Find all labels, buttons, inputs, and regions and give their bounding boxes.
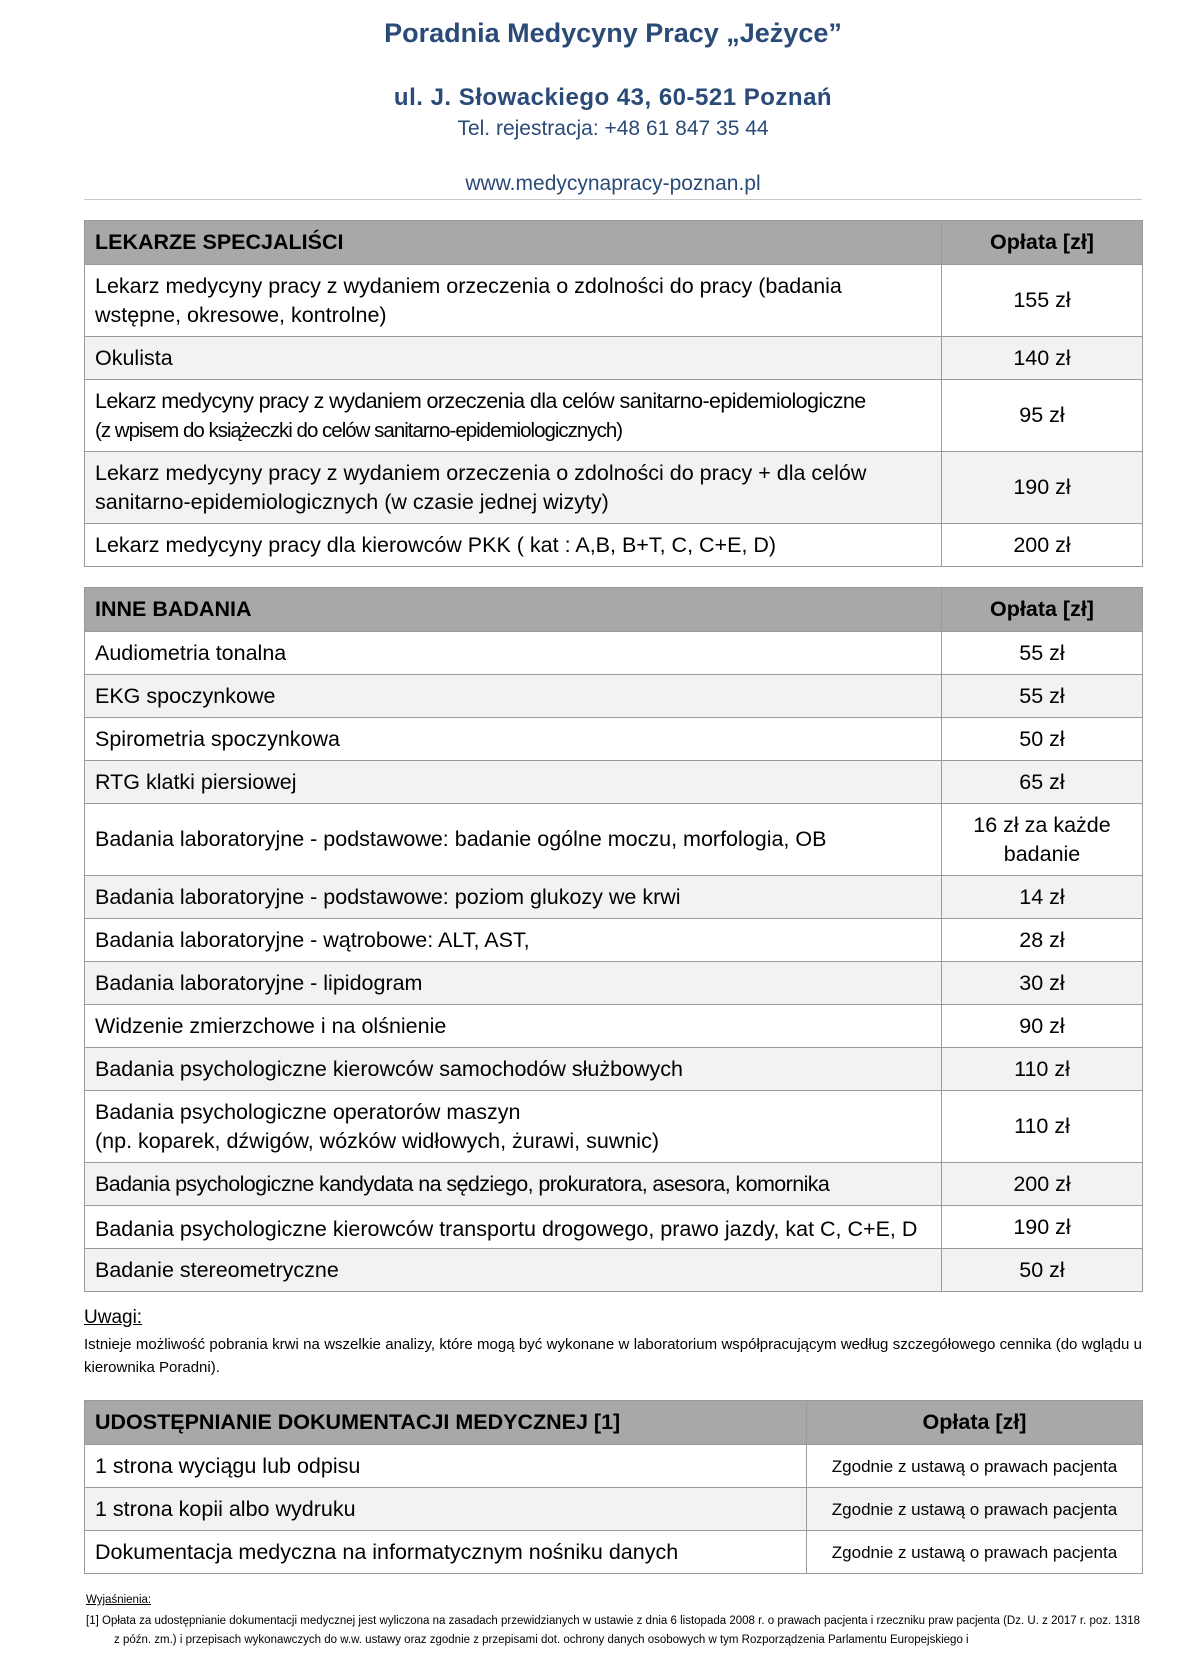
notes-title: Uwagi: — [84, 1307, 143, 1328]
table-row — [85, 876, 1143, 919]
service-name: Lekarz medycyny pracy z wydaniem orzeczenia o zdolności do pracy (badania wstępne, okresowe, kontrolne) — [85, 265, 942, 337]
service-name — [85, 1091, 942, 1163]
table-row — [85, 1488, 1143, 1531]
table-row — [85, 632, 1143, 675]
service-price: 140 zł — [942, 337, 1143, 380]
service-price: 110 zł — [942, 1091, 1143, 1163]
service-price: 50 zł — [942, 718, 1143, 761]
service-name: Lekarz medycyny pracy dla kierowców PKK ( kat : A,B, B+T, C, C+E, D) — [85, 524, 942, 567]
service-name: Badania laboratoryjne - wątrobowe: ALT, AST, — [85, 919, 942, 962]
service-name-line: Lekarz medycyny pracy z wydaniem orzeczenia dla celów sanitarno-epidemiologiczne — [95, 388, 866, 413]
table-header-row — [85, 221, 1143, 265]
service-price: 28 zł — [942, 919, 1143, 962]
service-price: Zgodnie z ustawą o prawach pacjenta — [807, 1488, 1143, 1531]
other-tests-table — [84, 587, 1143, 1292]
service-price: 90 zł — [942, 1005, 1143, 1048]
clinic-phone: Tel. rejestracja: +48 61 847 35 44 — [457, 117, 769, 140]
service-name: Dokumentacja medyczna na informatycznym nośniku danych — [85, 1531, 807, 1574]
service-price: 95 zł — [942, 380, 1143, 452]
service-name: Lekarz medycyny pracy z wydaniem orzeczenia o zdolności do pracy + dla celów sanitarno-epidemiologicznych (w czasie jednej wizyty) — [85, 452, 942, 524]
table-row — [85, 380, 1143, 452]
service-name-line: (np. koparek, dźwigów, wózków widłowych, żurawi, suwnic) — [95, 1128, 659, 1153]
service-price: Zgodnie z ustawą o prawach pacjenta — [807, 1531, 1143, 1574]
service-name — [85, 380, 942, 452]
table-row — [85, 337, 1143, 380]
table-row — [85, 962, 1143, 1005]
table-row — [85, 761, 1143, 804]
service-price: 200 zł — [942, 1163, 1143, 1206]
table-header-row — [85, 588, 1143, 632]
service-name: EKG spoczynkowe — [85, 675, 942, 718]
service-price: 55 zł — [942, 675, 1143, 718]
service-name — [85, 1206, 942, 1249]
table-row — [85, 1048, 1143, 1091]
service-name: Badania laboratoryjne - lipidogram — [85, 962, 942, 1005]
service-name: RTG klatki piersiowej — [85, 761, 942, 804]
price-header: Opłata [zł] — [942, 221, 1143, 265]
table-row — [85, 804, 1143, 876]
service-price: 65 zł — [942, 761, 1143, 804]
table-row — [85, 675, 1143, 718]
table-header-row — [85, 1401, 1143, 1445]
table-row — [85, 1091, 1143, 1163]
service-name: Badanie stereometryczne — [85, 1249, 942, 1292]
table-row — [85, 1206, 1143, 1249]
service-name-text: Badania psychologiczne kierowców transportu drogowego, prawo jazdy, kat C, C+E, D — [95, 1216, 918, 1241]
price-header: Opłata [zł] — [807, 1401, 1143, 1445]
table-row — [85, 1445, 1143, 1488]
table-row — [85, 1531, 1143, 1574]
service-name: Badania laboratoryjne - podstawowe: poziom glukozy we krwi — [85, 876, 942, 919]
service-price: 110 zł — [942, 1048, 1143, 1091]
service-name: 1 strona kopii albo wydruku — [85, 1488, 807, 1531]
service-price: 16 zł za każde badanie — [942, 804, 1143, 876]
documentation-table — [84, 1400, 1143, 1574]
specialists-table — [84, 220, 1143, 567]
service-name: Badania laboratoryjne - podstawowe: badanie ogólne moczu, morfologia, OB — [85, 804, 942, 876]
service-price: 200 zł — [942, 524, 1143, 567]
service-price: 190 zł — [942, 452, 1143, 524]
notes-text: Istnieje możliwość pobrania krwi na wszelkie analizy, które mogą być wykonane w laboratorium współpracującym według szczegółowego cennika (do wglądu u kierownika Poradni). — [84, 1336, 1142, 1376]
table-row — [85, 718, 1143, 761]
service-price: 190 zł — [942, 1206, 1143, 1249]
table-row — [85, 452, 1143, 524]
service-name: Spirometria spoczynkowa — [85, 718, 942, 761]
service-price: 30 zł — [942, 962, 1143, 1005]
service-name: Widzenie zmierzchowe i na olśnienie — [85, 1005, 942, 1048]
explanations-text: [1] Opłata za udostępnianie dokumentacji medycznej jest wyliczona na zasadach przewidzianych w ustawie z dnia 6 listopada 2008 r. o prawach pacjenta i rzeczniku praw pacjenta (Dz. U. z 2017 r. poz. 1318 z późn. zm.) i przepisach wykonawczych do w.w. ustawy oraz zgodnie z przepisami dot. ochrony danych osobowych w tym Rozporządzenia Parlamentu Europejskiego i — [86, 1615, 1140, 1646]
table-row — [85, 1005, 1143, 1048]
specialists-header: LEKARZE SPECJALIŚCI — [85, 221, 942, 265]
table-row — [85, 1163, 1143, 1206]
table-row — [85, 265, 1143, 337]
clinic-address: ul. J. Słowackiego 43, 60-521 Poznań — [393, 84, 833, 111]
explanations-title: Wyjaśnienia: — [86, 1594, 152, 1606]
service-name: Audiometria tonalna — [85, 632, 942, 675]
table-row — [85, 919, 1143, 962]
service-name: Badania psychologiczne kierowców samochodów służbowych — [85, 1048, 942, 1091]
table-row — [85, 1249, 1143, 1292]
other-tests-header: INNE BADANIA — [85, 588, 942, 632]
clinic-title: Poradnia Medycyny Pracy „Jeżyce” — [384, 18, 842, 48]
service-price: 55 zł — [942, 632, 1143, 675]
service-name-text: Badania psychologiczne kandydata na sędziego, prokuratora, asesora, komornika — [95, 1171, 830, 1196]
service-price: 14 zł — [942, 876, 1143, 919]
service-name — [85, 1163, 942, 1206]
service-price: Zgodnie z ustawą o prawach pacjenta — [807, 1445, 1143, 1488]
service-price: 50 zł — [942, 1249, 1143, 1292]
service-name-line: Badania psychologiczne operatorów maszyn — [95, 1099, 521, 1124]
service-name-line: (z wpisem do książeczki do celów sanitarno-epidemiologicznych) — [95, 418, 623, 442]
documentation-header: UDOSTĘPNIANIE DOKUMENTACJI MEDYCZNEJ [1] — [85, 1401, 807, 1445]
clinic-website[interactable]: www.medycynapracy-poznan.pl — [465, 172, 761, 195]
table-row — [85, 524, 1143, 567]
service-name: Okulista — [85, 337, 942, 380]
service-name: 1 strona wyciągu lub odpisu — [85, 1445, 807, 1488]
header-divider — [84, 199, 1142, 200]
service-price: 155 zł — [942, 265, 1143, 337]
price-header: Opłata [zł] — [942, 588, 1143, 632]
